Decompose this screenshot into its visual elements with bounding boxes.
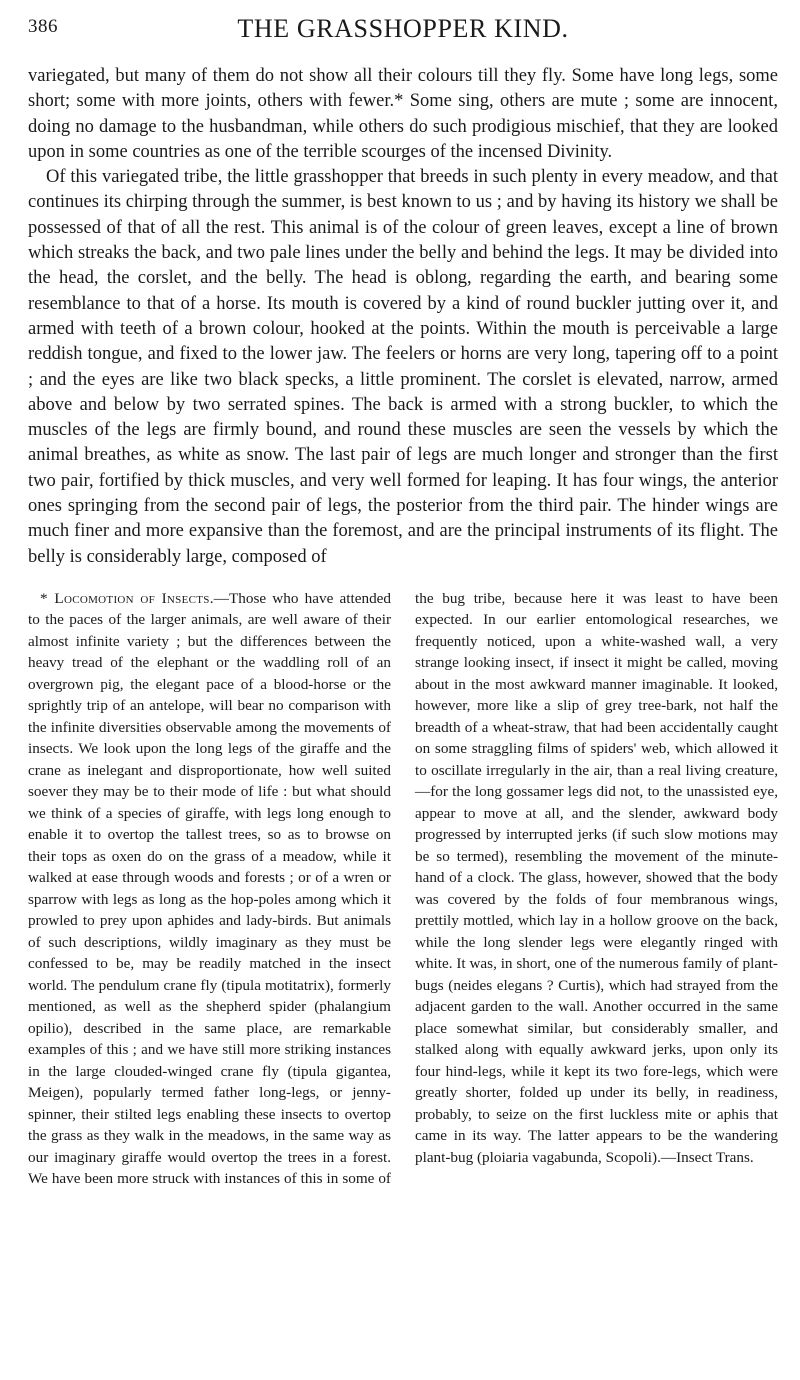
footnote bbox=[28, 588, 778, 1190]
main-paragraph: variegated, but many of them do not show all their colours till they fly. Some have long legs, some short; some with more joints, others with fewer.* Some sing, others are mute ; some are innocent, doing no damage to the husbandman, while others do such prodigious mischief, that they are looked upon in some countries as one of the terrible scourges of the incensed Divinity. bbox=[28, 66, 778, 162]
footnote-text: —Those who have attended to the paces of the larger animals, are well aware of their almost infinite variety ; but the differences between the heavy tread of the elephant or the waddling roll of an overgrown pig, the elegant pace of a blood-horse or the sprightly trip of an antelope, will bear no comparison with the infinite diversities observable among the movements of insects. We look upon the long legs of the giraffe and the crane as inelegant and disproportionate, how well suited soever they may be to their mode of life : but what should we think of a species of giraffe, with legs long enough to enable it to overtop the tallest trees, so as to browse on their tops as oxen do on the grass of a meadow, while it walked at ease through woods and forests ; or of a wren or sparrow with legs as long as the hop-poles among which it prowled to prey upon aphides and lady-birds. But animals of such descriptions, wildly imaginary as they must be confessed to be, may be readily matched in the insect world. The pendulum crane fly (tipula motitatrix), formerly mentioned, as well as the shepherd spider (phalangium opilio), described in the same place, are remarkable examples of this ; and we have still more striking instances in the large clouded-winged crane fly (tipula gigantea, Meigen), popularly termed father long-legs, or jenny-spinner, their stilted legs enabling these insects to overtop the grass as they walk in the meadows, in the same way as our imaginary giraffe would overtop the trees in a forest. We have been more struck with instances of this in some of the bug tribe, because here it was least to have been expected. In our earlier entomological researches, we frequently noticed, upon a white-washed wall, a very strange looking insect, if insect it might be called, moving about in the most awkward manner imaginable. It looked, however, more like a slip of grey tree-bark, not half the breadth of a wheat-straw, that had been accidentally caught on some straggling films of spiders' web, which allowed it to oscillate irregularly in the air, than a real living creature,—for the long gossamer legs did not, to the unassisted eye, appear to move at all, and the slender, awkward body progressed by interrupted jerks (if such slow motions may be so termed), resembling the movement of the minute-hand of a clock. The glass, however, showed that the body was covered by the folds of four membranous wings, prettily mottled, which lay in a hollow groove on the back, while the long slender legs were elegantly ringed with white. It was, in short, one of the numerous family of plant-bugs (neides elegans ? Curtis), which had strayed from the adjacent garden to the wall. Another occurred in the same place somewhat similar, but considerably smaller, and stalked along with equally awkward jerks, upon only its four hind-legs, while it kept its two fore-legs, which were greatly shorter, folded up under its belly, in readiness, probably, to seize on the first luckless mite or aphis that came in its way. The latter appears to be the wandering plant-bug (ploiaria vagabunda, Scopoli).—Insect Trans. bbox=[28, 589, 778, 1188]
main-text bbox=[28, 64, 778, 570]
running-title: THE GRASSHOPPER KIND. bbox=[237, 14, 569, 43]
footnote-paragraph bbox=[28, 588, 778, 1190]
main-paragraph: Of this variegated tribe, the little grasshopper that breeds in such plenty in every meadow, and that continues its chirping through the summer, is best known to us ; and by having its history we shall be possessed of that of all the rest. This animal is of the colour of green leaves, except a line of brown which streaks the back, and two pale lines under the belly and behind the legs. It may be divided into the head, the corslet, and the belly. The head is oblong, regarding the earth, and bearing some resemblance to that of a horse. Its mouth is covered by a kind of round buckler jutting over it, and armed with teeth of a brown colour, hooked at the points. Within the mouth is perceivable a large reddish tongue, and fixed to the lower jaw. The feelers or horns are very long, tapering off to a point ; and the eyes are like two black specks, a little prominent. The corslet is elevated, narrow, armed above and below by two serrated spines. The back is armed with a strong buckler, to which the muscles of the legs are firmly bound, and round these muscles are seen the vessels by which the animal breathes, as white as snow. The last pair of legs are much longer and stronger than the first two pair, fortified by thick muscles, and very well formed for leaping. It has four wings, the anterior ones springing from the second pair of legs, the posterior from the third pair. The hinder wings are much finer and more expansive than the foremost, and are the principal instruments of its flight. The belly is considerably large, composed of bbox=[28, 167, 778, 567]
footnote-heading: * Locomotion of Insects. bbox=[40, 589, 214, 607]
page-header bbox=[28, 14, 778, 58]
page-number: 386 bbox=[28, 16, 58, 37]
